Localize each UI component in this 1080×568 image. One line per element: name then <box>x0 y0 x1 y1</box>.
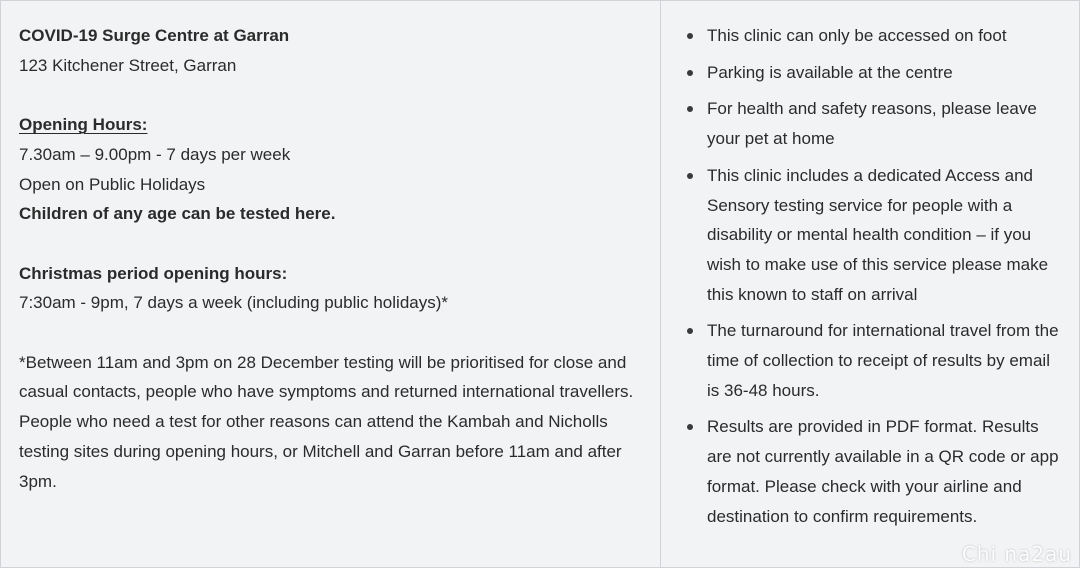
public-holidays-note: Open on Public Holidays <box>19 174 206 194</box>
bullet-icon <box>687 33 693 39</box>
spacer <box>19 318 642 348</box>
location-details-cell <box>1 1 661 567</box>
clinic-notes-cell <box>661 1 1080 567</box>
list-item <box>685 94 1063 153</box>
list-item-text: This clinic can only be accessed on foot <box>707 26 1007 45</box>
christmas-hours-heading: Christmas period opening hours: <box>19 263 288 283</box>
opening-hours: 7.30am – 9.00pm - 7 days per week <box>19 144 291 164</box>
bullet-icon <box>687 173 693 179</box>
list-item-text: Parking is available at the centre <box>707 62 953 82</box>
list-item <box>685 161 1063 310</box>
list-item-text: For health and safety reasons, please leave your pet at home <box>707 99 1037 149</box>
list-item <box>685 58 1063 88</box>
watermark: Chi na2au <box>961 542 1072 566</box>
christmas-hours: 7:30am - 9pm, 7 days a week (including public holidays)* <box>19 293 449 313</box>
list-item <box>685 412 1063 531</box>
children-note: Children of any age can be tested here. <box>19 204 336 224</box>
spacer <box>19 229 642 259</box>
list-item-text: Results are provided in PDF format. Results are not currently available in a QR code or app format. Please check with your airline and destination to confirm requirements. <box>707 417 1059 526</box>
centre-address: 123 Kitchener Street, Garran <box>19 55 237 75</box>
bullet-icon <box>687 106 693 112</box>
list-item-text: This clinic includes a dedicated Access and Sensory testing service for people with a disability or mental health condition – if you wish to make use of this service please make this known to staff on arrival <box>707 165 1049 304</box>
clinic-notes-list <box>685 21 1063 531</box>
list-item-text: The turnaround for international travel from the time of collection to receipt of results by email is 36-48 hours. <box>707 321 1059 400</box>
opening-hours-heading: Opening Hours: <box>19 115 148 135</box>
bullet-icon <box>687 70 693 76</box>
testing-priority-footnote: *Between 11am and 3pm on 28 December testing will be prioritised for close and casual contacts, people who have symptoms and returned international travellers. People who need a test for other reasons can attend the Kambah and Nicholls testing sites during opening hours, or Mitchell and Garran before 11am and after 3pm. <box>19 352 634 491</box>
spacer <box>19 80 642 110</box>
list-item <box>685 21 1063 51</box>
bullet-icon <box>687 424 693 430</box>
list-item <box>685 316 1063 405</box>
centre-name: COVID-19 Surge Centre at Garran <box>19 26 290 45</box>
bullet-icon <box>687 328 693 334</box>
